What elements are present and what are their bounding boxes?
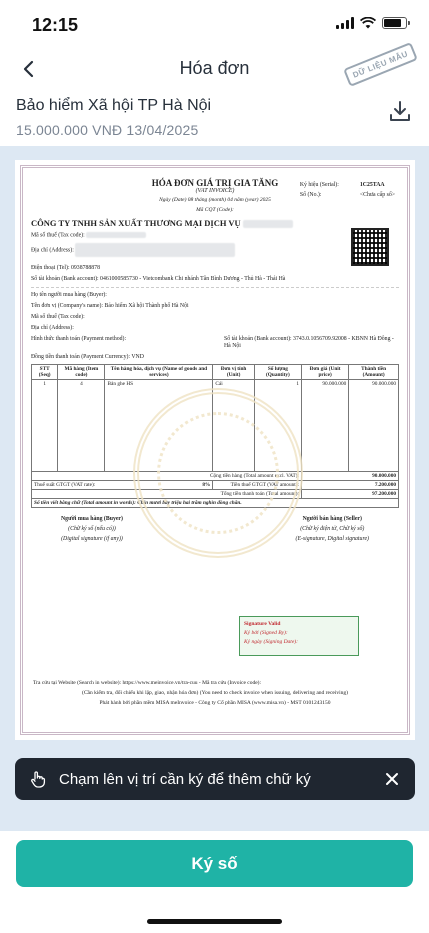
buyer-address: Địa chỉ (Address): — [31, 325, 74, 332]
table-header-cell: Đơn giá (Unit price) — [301, 365, 348, 380]
invoice-paper — [20, 165, 410, 735]
seller-phone: Điện thoại (Tel): 0938788878 — [31, 265, 100, 272]
vat-rate-label: Thuế suất GTGT (VAT rate): — [34, 482, 96, 489]
buyer-sign-sub1: (Chữ ký số (nếu có)) — [68, 526, 116, 533]
table-header-cell: Tên hàng hóa, dịch vụ (Name of goods and services) — [105, 365, 213, 380]
redacted-block — [75, 243, 235, 257]
buyer-company: Tên đơn vị (Company's name): Bảo hiểm Xã hội Thành phố Hà Nội — [31, 303, 189, 310]
number-value: <Chưa cấp số> — [359, 192, 395, 198]
seller-sign-sub1: (Chữ ký điện tử, Chữ ký số) — [300, 526, 365, 533]
table-cell: Cái — [213, 380, 255, 472]
buyer-tax: Mã số thuế (Tax code): — [31, 314, 85, 321]
status-time: 12:15 — [32, 15, 79, 35]
buyer-bank: Số tài khoản (Bank account): 3743.0.1056709.92008 - KBNN Hà Đông - Hà Nội — [224, 336, 394, 350]
seller-name-text: CÔNG TY TNHH SẢN XUẤT THƯƠNG MẠI DỊCH VỤ — [31, 218, 241, 228]
seller-tax — [31, 232, 399, 239]
invoice-footer — [33, 678, 397, 708]
table-cell: 90.000.000 — [301, 380, 348, 472]
table-header-cell: Mã hàng (Item code) — [58, 365, 105, 380]
vat-amount-value: 7.200.000 — [301, 481, 398, 490]
footer-check: (Cần kiểm tra, đối chiếu khi lập, giao, nhận hóa đơn) (You need to check invoice when issuing, delivering and receiving) — [82, 690, 348, 696]
table-header-row — [32, 365, 399, 380]
serial-label: Ký hiệu (Serial): — [299, 182, 339, 188]
wifi-icon — [360, 17, 376, 29]
signed-by-label: Ký bởi (Signed By): — [244, 630, 288, 636]
invoice-date: Ngày (Date) 08 tháng (month) 04 năm (year) 2025 — [159, 197, 271, 203]
battery-icon — [382, 17, 407, 29]
signing-date-label: Ký ngày (Signing Date): — [244, 639, 298, 645]
status-icons — [336, 17, 407, 29]
sign-hint-toast — [15, 758, 415, 800]
payment-method: Hình thức thanh toán (Payment method): — [31, 336, 127, 343]
table-cell: 1 — [32, 380, 58, 472]
seller-address-label: Địa chỉ (Address): — [31, 247, 74, 254]
grand-total-label: Tổng tiền thanh toán (Total amount): — [32, 490, 302, 499]
watermark-emblem — [133, 388, 303, 558]
status-bar — [0, 0, 429, 50]
buyer-name: Họ tên người mua hàng (Buyer): — [31, 292, 107, 299]
footer-lookup: Tra cứu tại Website (Search in website): https://www.meinvoice.vn/tra-cuu - Mã tra cứu (Invoice code): — [33, 680, 261, 686]
invoice-title: HÓA ĐƠN GIÁ TRỊ GIA TĂNG — [151, 178, 279, 188]
home-indicator — [147, 919, 282, 924]
vat-rate-value: 8% — [202, 482, 211, 489]
table-header-cell: Đơn vị tính (Unit) — [213, 365, 255, 380]
invoice-amount-date: 15.000.000 VNĐ 13/04/2025 — [16, 122, 199, 138]
cellular-signal-icon — [336, 17, 354, 29]
invoice-serial — [300, 180, 395, 200]
serial-value: 1C25TAA — [359, 182, 385, 188]
seller-bank: Số tài khoản (Bank account): 0461000585730 - Vietcombank Chi nhánh Tân Bình Dương - Thủ Hà - Thái Hà — [31, 276, 286, 283]
tap-hand-icon — [29, 770, 47, 788]
seller-sign-title: Người bán hàng (Seller) — [302, 516, 362, 523]
sample-data-stamp: DỮ LIỆU MẪU — [343, 42, 418, 87]
table-header-cell: STT (Seq) — [32, 365, 58, 380]
table-cell: 1 — [254, 380, 301, 472]
download-icon — [387, 98, 413, 124]
invoice-document[interactable] — [15, 160, 415, 740]
number-label: Số (No.): — [299, 192, 322, 198]
seller-tax-label: Mã số thuế (Tax code): — [31, 232, 85, 239]
download-button[interactable] — [387, 98, 413, 124]
grand-total-value: 97.200.000 — [301, 490, 398, 499]
signature-valid-box — [239, 616, 359, 656]
seller-address — [31, 243, 399, 257]
table-cell: 4 — [58, 380, 105, 472]
buyer-signature — [61, 516, 123, 542]
footer-issuer: Phát hành bởi phần mềm MISA meInvoice - Công ty Cổ phần MISA (www.misa.vn) - MST 0101243150 — [99, 700, 331, 706]
amount-in-words: Số tiền viết bằng chữ (Total amount in words): Chín mươi bảy triệu hai trăm nghìn đồng chẵn. — [32, 499, 399, 508]
table-header-cell: Thành tiền (Amount) — [349, 365, 399, 380]
seller-name — [31, 218, 399, 228]
invoice-subtitle: (VAT INVOICE) — [195, 188, 235, 194]
seller-signature — [296, 516, 369, 542]
close-icon — [385, 772, 399, 786]
invoice-org-name: Bảo hiểm Xã hội TP Hà Nội — [16, 97, 212, 114]
redacted-block — [86, 232, 146, 238]
table-header-cell: Số lượng (Quantity) — [254, 365, 301, 380]
signature-valid-label: Signature Valid — [244, 621, 281, 627]
qr-code — [351, 228, 389, 266]
buyer-sign-sub2: (Digital signature (if any)) — [61, 536, 123, 543]
app-header — [0, 50, 429, 86]
payment-row — [31, 336, 399, 350]
toast-close-button[interactable] — [377, 764, 407, 794]
total-value: 90.000.000 — [301, 472, 398, 481]
payment-currency: Đồng tiền thanh toán (Payment Currency): VND — [31, 354, 144, 361]
total-label: Cộng tiền hàng (Total amount excl. VAT): — [32, 472, 302, 481]
vat-amount-label: Tiền thuế GTGT (VAT amount): — [213, 481, 302, 490]
invoice-preview-area[interactable] — [0, 146, 429, 831]
seller-sign-sub2: (E-signature, Digital signature) — [295, 536, 369, 543]
divider — [31, 287, 399, 288]
table-cell: 90.000.000 — [349, 380, 399, 472]
buyer-sign-title: Người mua hàng (Buyer) — [61, 516, 123, 523]
redacted-block — [243, 220, 293, 228]
toast-message: Chạm lên vị trí cần ký để thêm chữ ký — [59, 770, 311, 788]
invoice-cqt-code: Mã CQT (Code): — [196, 207, 234, 213]
digital-sign-button[interactable]: Ký số — [16, 840, 413, 887]
table-cell: Bản ghe HS — [105, 380, 213, 472]
page-title: Hóa đơn — [179, 58, 250, 78]
